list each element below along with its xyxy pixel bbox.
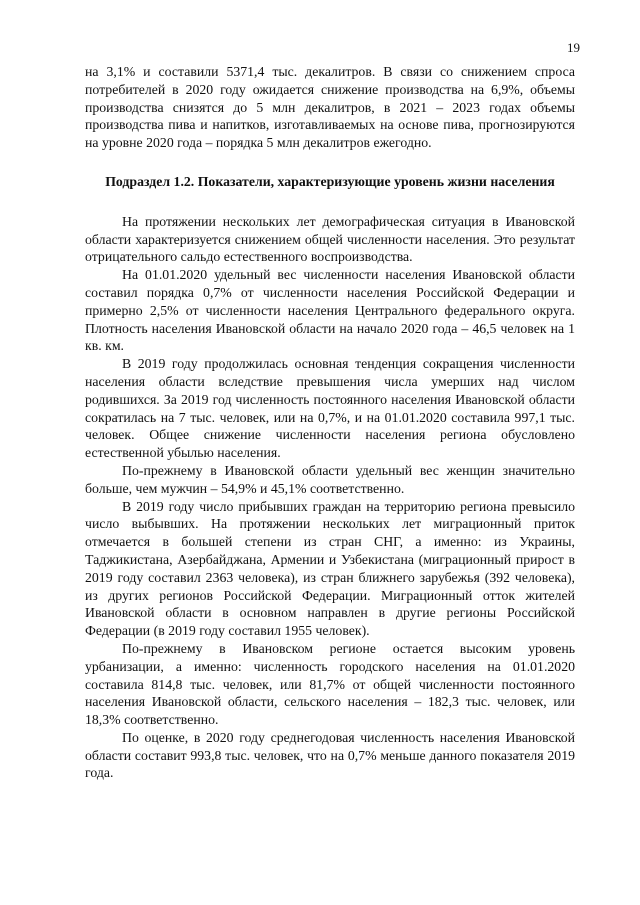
page-number: 19 [567, 40, 580, 55]
paragraph-urbanization: По-прежнему в Ивановском регионе остается высоким уровень урбанизации, а именно: численность городского населения на 01.01.2020 составила 814,8 тыс. человек, или 81,7% от общей численности постоянного населения Ивановской области, сельского населения – 182,3 тыс. человек, или 18,3% соответственно. [85, 640, 575, 728]
section-heading: Подраздел 1.2. Показатели, характеризующие уровень жизни населения [105, 173, 555, 189]
paragraph-migration: В 2019 году число прибывших граждан на территорию региона превысило число выбывших. На протяжении нескольких лет миграционный приток отмечается в большей степени из стран СНГ, а именно: из Украины, Таджикистана, Азербайджана, Армении и Узбекистана (миграционный прирост в 2019 году составил 2363 человека), из стран ближнего зарубежья (392 человека), из других регионов Российской Федерации. Миграционный отток жителей Ивановской области в основном направлен в другие регионы Российской Федерации (в 2019 году составил 1955 человек). [85, 498, 575, 639]
document-body [85, 63, 575, 782]
intro-paragraph: на 3,1% и составили 5371,4 тыс. декалитров. В связи со снижением спроса потребителей в 2020 году ожидается снижение производства на 6,9%, объемы производства снизятся до 5 млн декалитров, в 2021 – 2023 годах объемы производства пива и напитков, изготавливаемых на основе пива, прогнозируются на уровне 2020 года – порядка 5 млн декалитров ежегодно. [85, 64, 575, 151]
paragraph-population-decline: В 2019 году продолжилась основная тенденция сокращения численности населения области вследствие превышения числа умерших над числом родившихся. За 2019 год численность постоянного населения Ивановской области сократилась на 7 тыс. человек, или на 0,7%, и на 01.01.2020 составила 997,1 тыс. человек. Общее снижение численности населения региона обусловлено естественной убылью населения. [85, 356, 575, 461]
paragraph-population-share: На 01.01.2020 удельный вес численности населения Ивановской области составил порядка 0,7% от численности населения Российской Федерации и примерно 2,5% от численности населения Центрального федерального округа. Плотность населения Ивановской области на начало 2020 года – 46,5 человек на 1 кв. км. [85, 267, 575, 354]
paragraph-demography: На протяжении нескольких лет демографическая ситуация в Ивановской области характеризуется снижением общей численности населения. Это результат отрицательного сальдо естественного воспроизводства. [85, 213, 575, 265]
paragraph-gender-ratio: По-прежнему в Ивановской области удельный вес женщин значительно больше, чем мужчин – 54,9% и 45,1% соответственно. [85, 462, 575, 496]
paragraph-forecast: По оценке, в 2020 году среднегодовая численность населения Ивановской области составит 993,8 тыс. человек, что на 0,7% меньше данного показателя 2019 года. [85, 729, 575, 781]
